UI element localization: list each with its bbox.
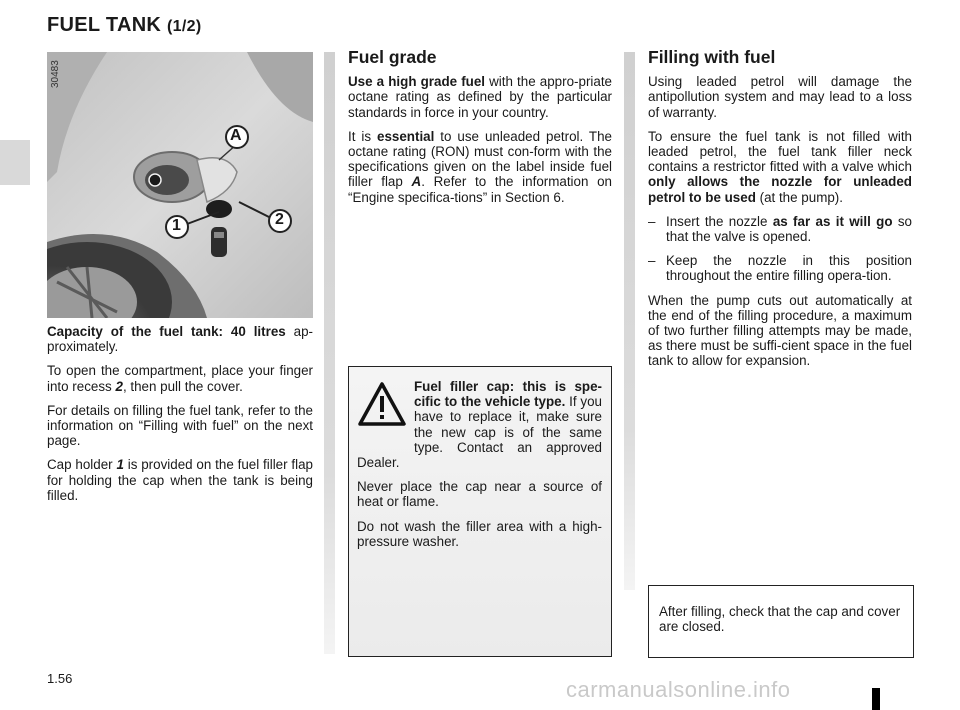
list-item: – Keep the nozzle in this position throughout the entire filling opera-tion.	[648, 253, 912, 284]
label-2: 2	[275, 211, 284, 228]
list-item: – Insert the nozzle as far as it will go so that the valve is opened.	[648, 213, 912, 245]
filling-heading: Filling with fuel	[648, 47, 776, 67]
title-suffix: (1/2)	[167, 18, 202, 35]
right-column	[648, 47, 912, 378]
warning-box	[348, 366, 612, 657]
fuel-filler-photo	[47, 52, 313, 318]
watermark: carmanualsonline.info	[566, 677, 791, 702]
warning-paragraph-1: Fuel filler cap: this is spe-cific to the vehicle type. If you have to replace it, make sure the new cap is of the same type. Contact an approved Dealer.	[357, 379, 602, 471]
fuel-filler-illustration	[47, 52, 313, 318]
fuel-grade-paragraph-1: Use a high grade fuel with the appro-priate octane rating as defined by the particular standards in force in your country.	[348, 74, 612, 120]
filling-paragraph-2: To ensure the fuel tank is not filled with leaded petrol, the fuel tank filler neck contains a restrictor fitted with a valve which only allows the nozzle for unleaded petrol to be used (at the pump).	[648, 128, 912, 205]
filling-paragraph-1: Using leaded petrol will damage the antipollution system and may lead to a loss of warranty.	[648, 74, 912, 120]
refer-paragraph: For details on filling the fuel tank, refer to the information on “Filling with fuel” on the next page.	[47, 402, 313, 449]
title-text: FUEL TANK	[47, 14, 162, 36]
fuel-grade-paragraph-2: It is essential to use unleaded petrol. The octane rating (RON) must con-form with the specifications given on the label inside fuel filler flap A. Refer to the information on “Engine specifica-tions” in Section 6.	[348, 128, 612, 205]
photo-reference-id: 30483	[50, 60, 61, 88]
page-number: 1.56	[47, 671, 73, 686]
warning-paragraph-3: Do not wash the filler area with a high-pressure washer.	[357, 518, 602, 549]
label-a: A	[230, 127, 242, 144]
label-1: 1	[172, 217, 181, 234]
note-box	[648, 585, 914, 658]
cap-holder-paragraph: Cap holder 1 is provided on the fuel filler flap for holding the cap when the tank is being filled.	[47, 457, 313, 503]
fuel-grade-heading: Fuel grade	[348, 47, 437, 67]
warning-text	[357, 379, 602, 558]
warning-paragraph-2: Never place the cap near a source of heat or flame.	[357, 479, 602, 510]
filling-paragraph-3: When the pump cuts out automatically at the end of the filling procedure, a maximum of two further filling attempts may be made, as there must be suffi-cient space in the fuel tank to allow for expansion.	[648, 292, 912, 369]
corner-marker	[872, 688, 880, 710]
page-title	[47, 14, 201, 37]
open-compartment-paragraph: To open the compartment, place your finger into recess 2, then pull the cover.	[47, 363, 313, 394]
left-column	[47, 324, 313, 512]
column-divider-left	[324, 52, 335, 654]
capacity-paragraph: Capacity of the fuel tank: 40 litres ap-proximately.	[47, 324, 313, 355]
middle-column	[348, 47, 612, 214]
column-divider-right	[624, 52, 635, 590]
note-text: After filling, check that the cap and cover are closed.	[659, 604, 901, 635]
section-tab-marker	[0, 140, 30, 185]
